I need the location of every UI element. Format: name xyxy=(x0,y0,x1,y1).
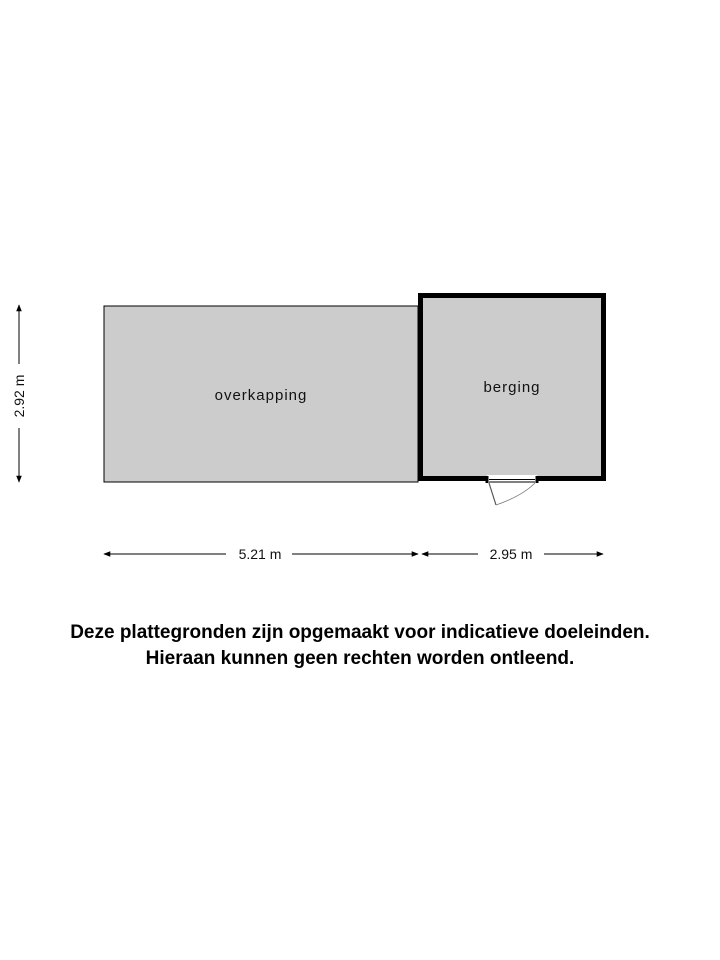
width-left-dimension-label: 5.21 m xyxy=(238,546,282,562)
disclaimer-line-2: Hieraan kunnen geen rechten worden ontleend. xyxy=(145,648,575,669)
door xyxy=(487,475,537,505)
width-right-dimension xyxy=(422,546,603,562)
door-swing-arc xyxy=(496,483,535,505)
width-right-dimension-label: 2.95 m xyxy=(489,546,533,562)
door-leaf xyxy=(489,483,496,505)
height-dimension xyxy=(11,305,27,482)
overkapping-label: overkapping xyxy=(214,387,308,404)
height-dimension-label: 2.92 m xyxy=(11,374,27,418)
width-left-dimension xyxy=(104,546,418,562)
disclaimer-line-1: Deze plattegronden zijn opgemaakt voor indicatieve doeleinden. xyxy=(70,622,650,643)
berging-label: berging xyxy=(483,379,541,396)
